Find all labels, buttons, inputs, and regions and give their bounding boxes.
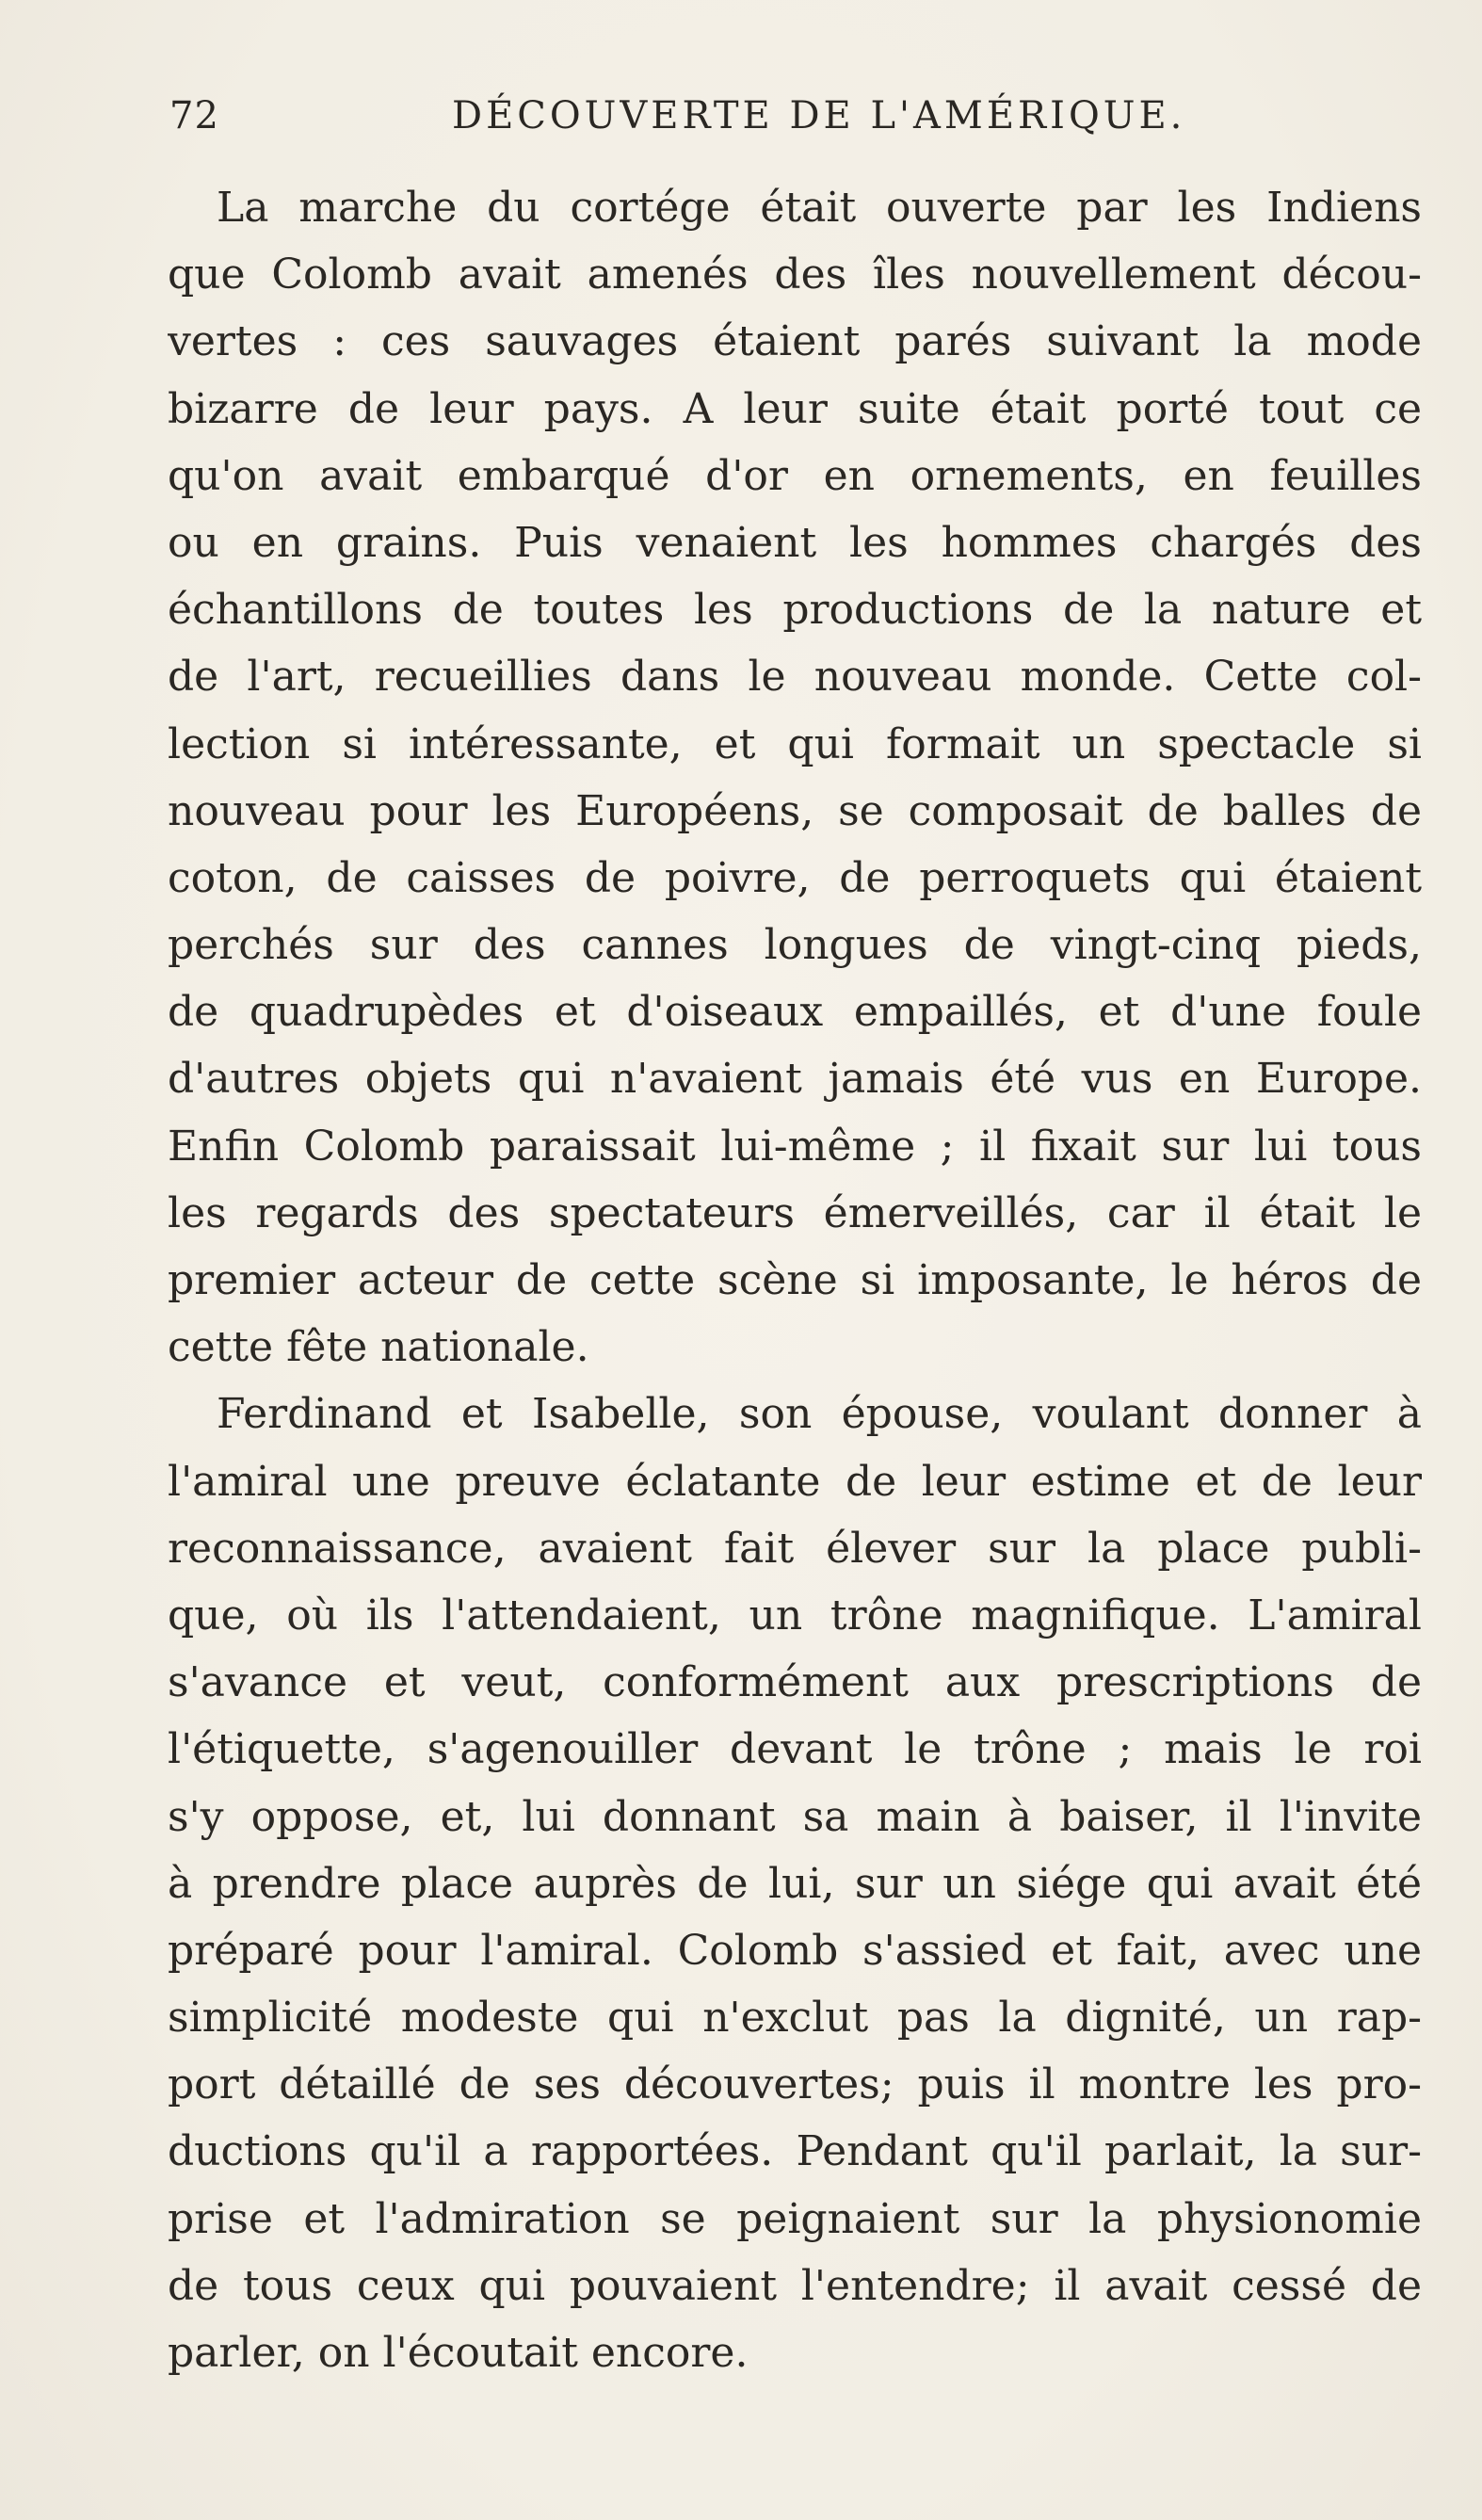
page-number: 72	[169, 94, 219, 137]
text-line: simplicité modeste qui n'exclut pas la dignité, un rap-	[168, 1994, 1422, 2043]
running-title: DÉCOUVERTE DE L'AMÉRIQUE.	[452, 94, 1186, 137]
text-line: l'amiral une preuve éclatante de leur estime et de leur	[168, 1457, 1422, 1506]
text-line: ductions qu'il a rapportées. Pendant qu'il parlait, la sur-	[168, 2127, 1422, 2176]
text-line: échantillons de toutes les productions de la nature et	[168, 586, 1422, 635]
text-line: préparé pour l'amiral. Colomb s'assied et fait, avec une	[168, 1926, 1422, 1975]
running-head	[169, 94, 1422, 151]
text-line: que, où ils l'attendaient, un trône magnifique. L'amiral	[168, 1591, 1422, 1640]
text-line: s'avance et veut, conformément aux prescriptions de	[168, 1658, 1422, 1707]
text-line: de tous ceux qui pouvaient l'entendre; il avait cessé de	[168, 2261, 1422, 2310]
text-line: perchés sur des cannes longues de vingt-cinq pieds,	[168, 921, 1422, 970]
text-line: d'autres objets qui n'avaient jamais été vus en Europe.	[168, 1055, 1422, 1104]
text-line: à prendre place auprès de lui, sur un siége qui avait été	[168, 1859, 1422, 1908]
text-line: de l'art, recueillies dans le nouveau monde. Cette col-	[168, 653, 1422, 702]
text-line: reconnaissance, avaient fait élever sur la place publi-	[168, 1524, 1422, 1573]
text-line: cette fête nationale.	[168, 1323, 589, 1372]
text-line: s'y oppose, et, lui donnant sa main à baiser, il l'invite	[168, 1792, 1422, 1841]
body-text	[168, 174, 1422, 2386]
text-line: de quadrupèdes et d'oiseaux empaillés, et d'une foule	[168, 988, 1422, 1037]
text-line: qu'on avait embarqué d'or en ornements, en feuilles	[168, 451, 1422, 500]
text-line: parler, on l'écoutait encore.	[168, 2329, 749, 2377]
text-line: l'étiquette, s'agenouiller devant le trône ; mais le roi	[168, 1725, 1422, 1774]
text-line: ou en grains. Puis venaient les hommes chargés des	[168, 518, 1422, 567]
text-line: premier acteur de cette scène si imposante, le héros de	[168, 1256, 1422, 1304]
text-line: bizarre de leur pays. A leur suite était porté tout ce	[168, 384, 1422, 433]
text-line: port détaillé de ses découvertes; puis il montre les pro-	[168, 2060, 1422, 2109]
text-line: La marche du cortége était ouverte par les Indiens	[217, 184, 1422, 232]
text-line: les regards des spectateurs émerveillés, car il était le	[168, 1188, 1422, 1237]
text-line: lection si intéressante, et qui formait un spectacle si	[168, 719, 1422, 768]
text-line: nouveau pour les Européens, se composait de balles de	[168, 786, 1422, 835]
text-line: Ferdinand et Isabelle, son épouse, voulant donner à	[217, 1390, 1422, 1439]
text-line: coton, de caisses de poivre, de perroquets qui étaient	[168, 853, 1422, 902]
text-line: prise et l'admiration se peignaient sur la physionomie	[168, 2194, 1422, 2243]
text-line: Enfin Colomb paraissait lui-même ; il fixait sur lui tous	[168, 1122, 1422, 1171]
text-line: que Colomb avait amenés des îles nouvellement décou-	[168, 250, 1422, 299]
text-line: vertes : ces sauvages étaient parés suivant la mode	[168, 317, 1422, 366]
